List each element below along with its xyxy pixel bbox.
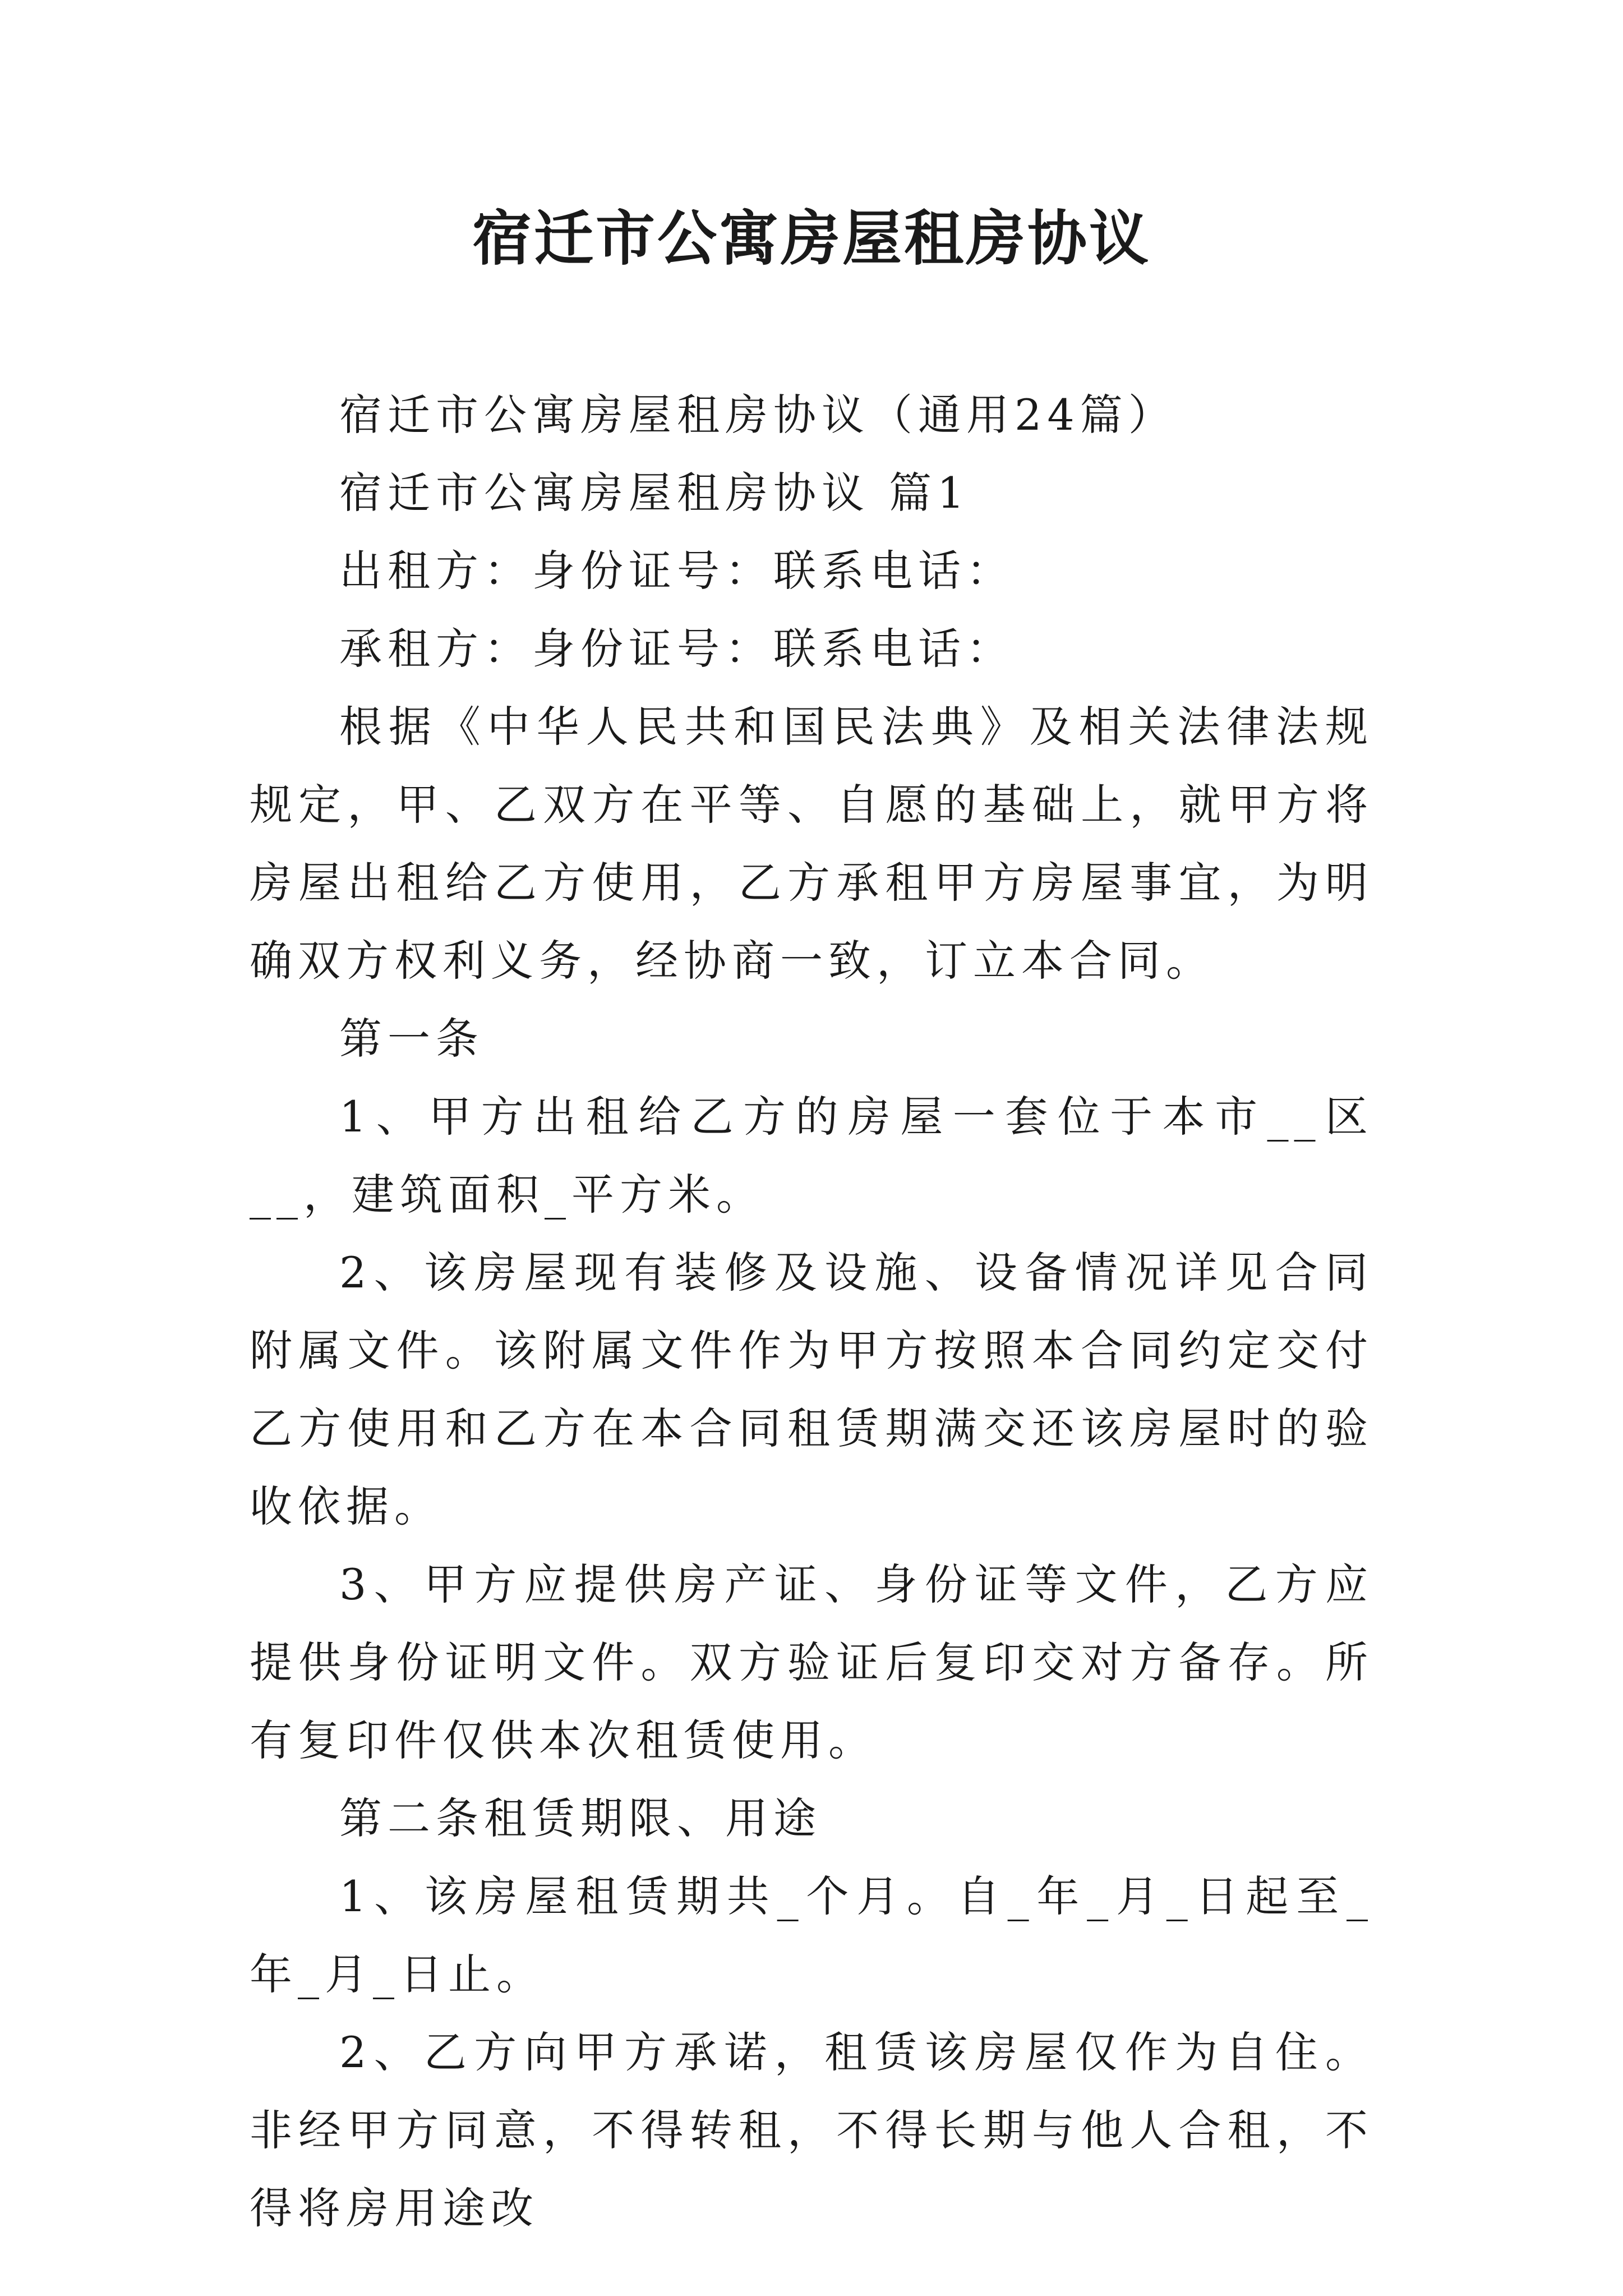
document-body xyxy=(250,376,1373,2247)
paragraph-preamble: 根据《中华人民共和国民法典》及相关法律法规规定，甲、乙双方在平等、自愿的基础上，就甲方将房屋出租给乙方使用，乙方承租甲方房屋事宜，为明确双方权利义务，经协商一致，订立本合同。 xyxy=(250,702,1373,986)
paragraph-article-1-heading: 第一条 xyxy=(339,1014,484,1064)
paragraph-section-heading: 宿迁市公寓房屋租房协议 篇1 xyxy=(339,468,970,518)
paragraph-article-2-heading: 第二条租赁期限、用途 xyxy=(339,1793,822,1843)
paragraph-article-2-item-2: 2、乙方向甲方承诺，租赁该房屋仅作为自住。非经甲方同意，不得转租，不得长期与他人合租，不得将房用途改 xyxy=(250,2027,1373,2233)
document-title: 宿迁市公寓房屋租房协议 xyxy=(472,203,1151,273)
paragraph-subtitle: 宿迁市公寓房屋租房协议（通用24篇） xyxy=(339,390,1177,440)
paragraph-lessor: 出租方：身份证号：联系电话： xyxy=(339,546,1015,596)
paragraph-article-1-item-3: 3、甲方应提供房产证、身份证等文件，乙方应提供身份证明文件。双方验证后复印交对方备存。所有复印件仅供本次租赁使用。 xyxy=(250,1559,1373,1765)
paragraph-article-1-item-1: 1、甲方出租给乙方的房屋一套位于本市__区__，建筑面积_平方米。 xyxy=(250,1092,1373,1220)
paragraph-lessee: 承租方：身份证号：联系电话： xyxy=(339,624,1015,674)
paragraph-article-2-item-1: 1、该房屋租赁期共_个月。自_年_月_日起至_年_月_日止。 xyxy=(250,1871,1373,1999)
paragraph-article-1-item-2: 2、该房屋现有装修及设施、设备情况详见合同附属文件。该附属文件作为甲方按照本合同约定交付乙方使用和乙方在本合同租赁期满交还该房屋时的验收依据。 xyxy=(250,1248,1373,1531)
